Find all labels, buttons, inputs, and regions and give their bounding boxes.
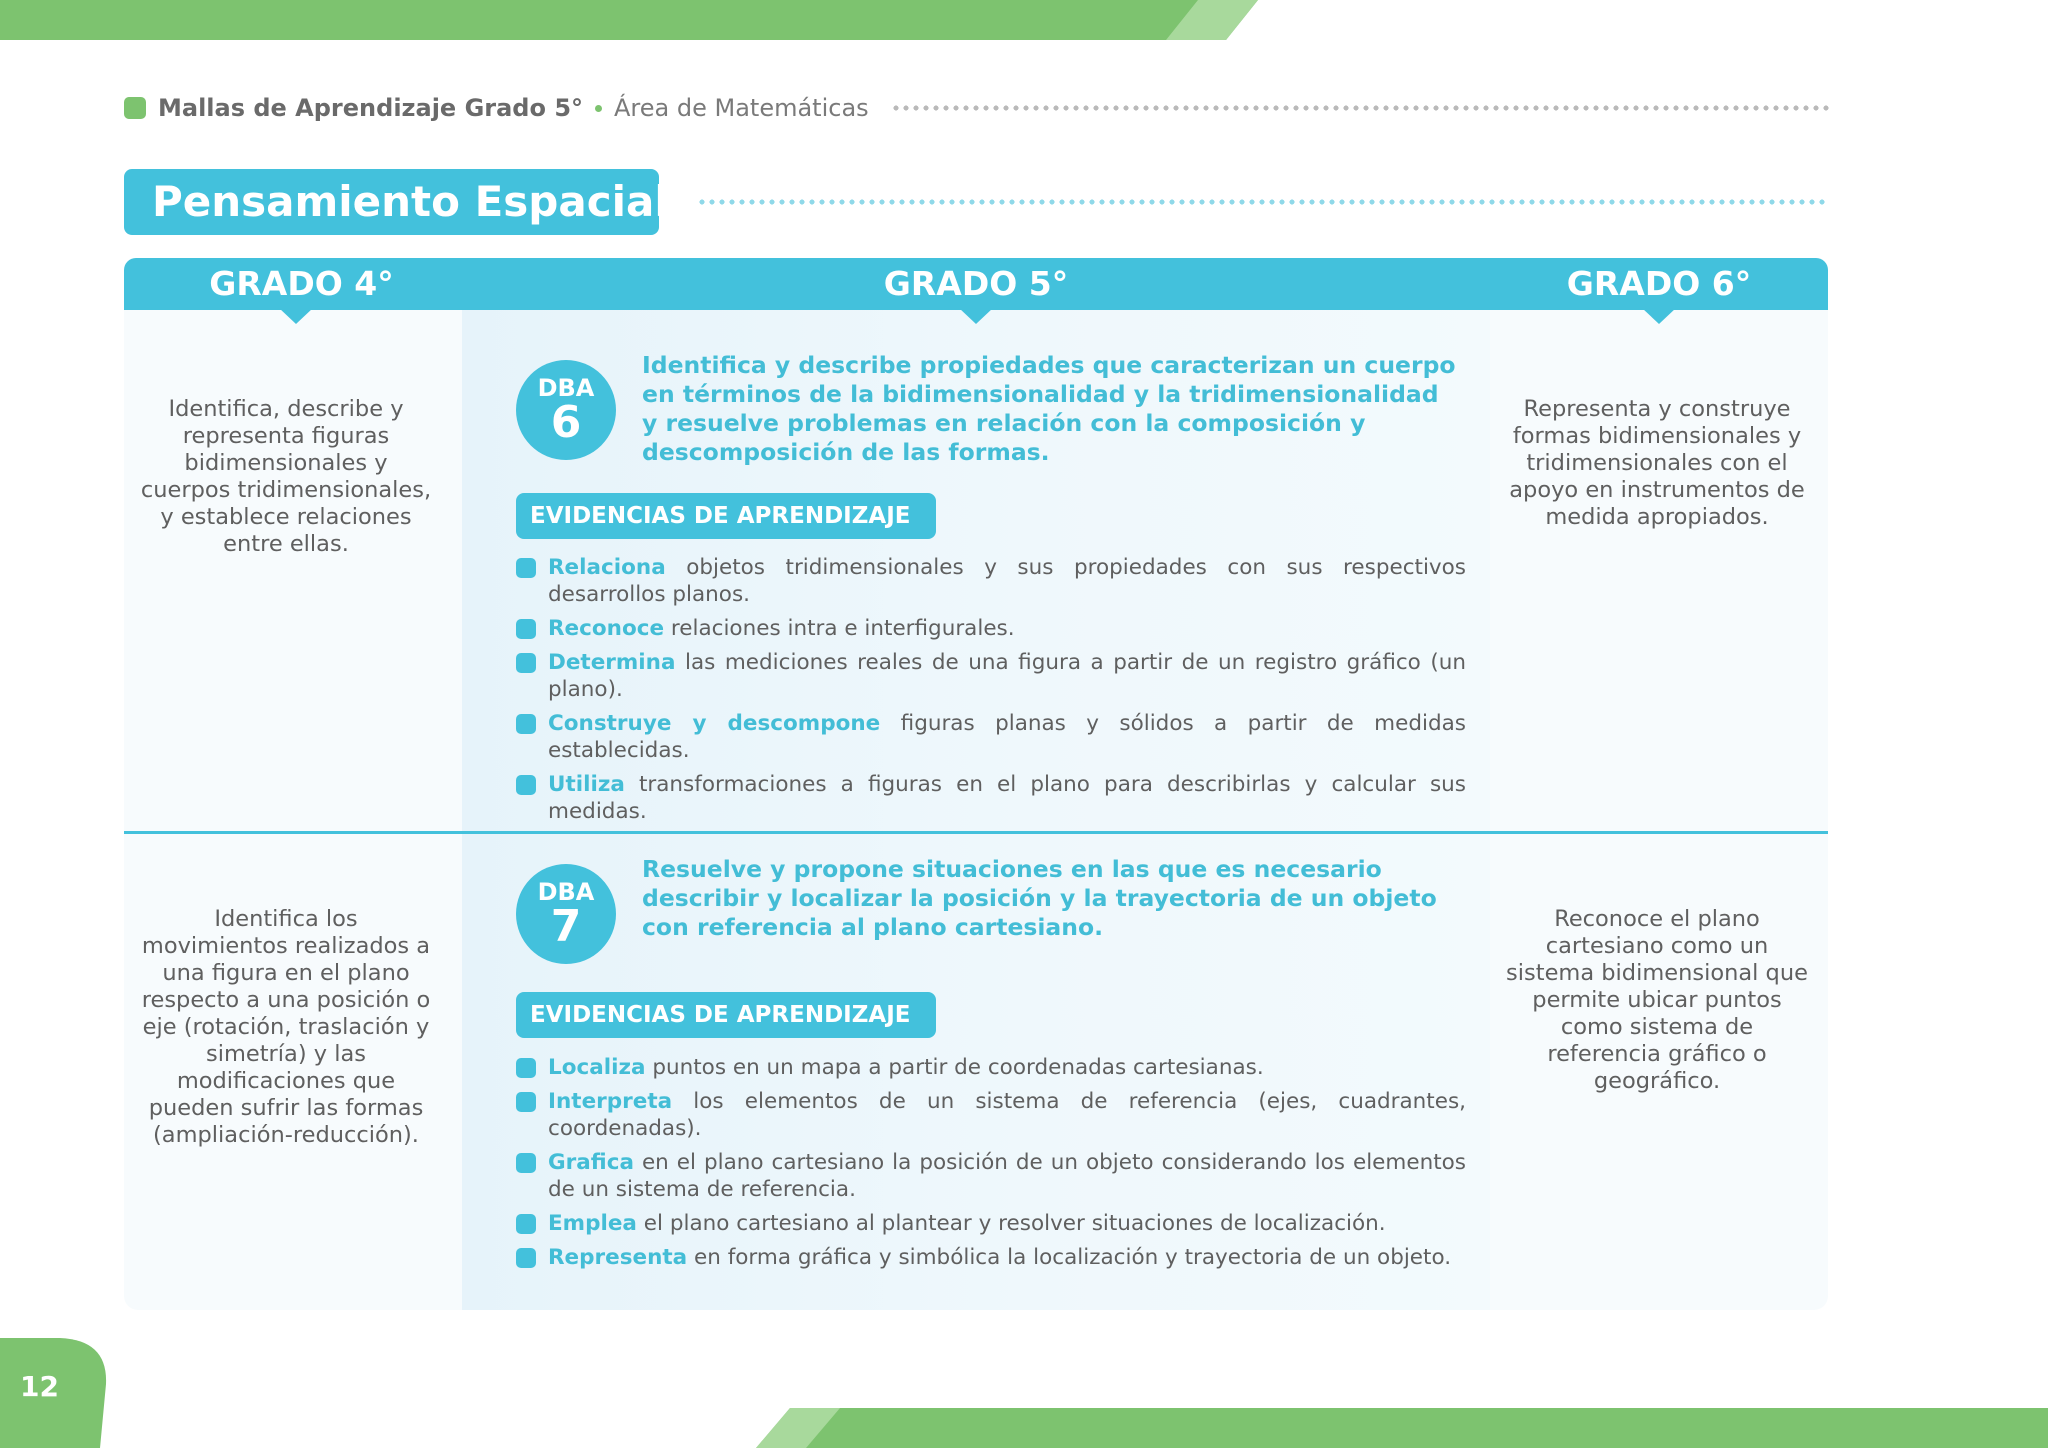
dba-number: 6 [550,397,582,448]
dotted-leader [891,105,1830,111]
grado-4-text: Identifica los movimientos realizados a una figura en el plano respecto a una posición o eje (rotación, traslación y simetría) y las modificaciones que pueden sufrir las formas (ampliación-reducción). [141,906,431,1148]
dba-number: 7 [550,901,582,952]
column-header-grado-4: GRADO 4° [209,264,394,303]
dba-label: DBA [537,878,595,906]
bullet-icon [516,619,536,639]
top-green-band [0,0,2048,40]
list-item: Emplea el plano cartesiano al plantear y resolver situaciones de localización. [516,1210,1466,1237]
grado-4-text: Identifica, describe y representa figuras bidimensionales y cuerpos tridimensionales, y establece relaciones entre ellas. [140,396,432,557]
bullet-icon [516,653,536,673]
list-item: Grafica en el plano cartesiano la posición de un objeto considerando los elementos de un sistema de referencia. [516,1149,1466,1203]
bullet-icon [516,558,536,578]
green-square-icon [124,97,146,119]
dba-badge [516,864,616,964]
header-pointer-left [279,308,313,324]
dba-statement: Resuelve y propone situaciones en las que es necesario describir y localizar la posición y la trayectoria de un objeto con referencia al plano cartesiano. [642,855,1437,941]
section-dotted-leader [697,199,1827,205]
learning-grid-table [124,258,1828,1310]
separator-dot-icon [595,105,602,112]
evidence-list [516,554,1466,832]
row-divider [124,831,1828,834]
dba-label: DBA [537,374,595,402]
area-label: Área de Matemáticas [614,94,869,122]
publication-title: Mallas de Aprendizaje Grado 5° [158,94,584,122]
bottom-green-band [0,1408,2048,1448]
header-pointer-right [1642,308,1676,324]
bullet-icon [516,1153,536,1173]
dba-statement: Identifica y describe propiedades que caracterizan un cuerpo en términos de la bidimensionalidad y la tridimensionalidad y resuelve problemas en relación con la composición y descomposición de las formas. [642,351,1456,466]
column-header-grado-6: GRADO 6° [1566,264,1752,303]
grado-6-text: Representa y construye formas bidimensionales y tridimensionales con el apoyo en instrumentos de medida apropiados. [1509,396,1805,530]
column-header-grado-5: GRADO 5° [883,264,1069,303]
list-item: Construye y descompone figuras planas y sólidos a partir de medidas establecidas. [516,710,1466,764]
list-item: Determina las mediciones reales de una figura a partir de un registro gráfico (un plano). [516,649,1466,703]
running-header [124,88,1830,128]
list-item: Reconoce relaciones intra e interfigurales. [516,615,1466,642]
dba-badge [516,360,616,460]
list-item: Interpreta los elementos de un sistema de referencia (ejes, cuadrantes, coordenadas). [516,1088,1466,1142]
bullet-icon [516,1214,536,1234]
bullet-icon [516,1058,536,1078]
bullet-icon [516,1092,536,1112]
bullet-icon [516,714,536,734]
header-pointer-middle [959,308,993,324]
evidence-list [516,1054,1466,1278]
grado-6-text: Reconoce el plano cartesiano como un sistema bidimensional que permite ubicar puntos como sistema de referencia gráfico o geográfico. [1506,906,1808,1094]
list-item: Representa en forma gráfica y simbólica la localización y trayectoria de un objeto. [516,1244,1466,1271]
bullet-icon [516,1248,536,1268]
list-item: Utiliza transformaciones a figuras en el plano para describirlas y calcular sus medidas. [516,771,1466,825]
evidence-title: EVIDENCIAS DE APRENDIZAJE [516,493,936,539]
section-title: Pensamiento Espacial [124,169,659,235]
list-item: Localiza puntos en un mapa a partir de coordenadas cartesianas. [516,1054,1466,1081]
list-item: Relaciona objetos tridimensionales y sus propiedades con sus respectivos desarrollos planos. [516,554,1466,608]
bullet-icon [516,775,536,795]
evidence-title: EVIDENCIAS DE APRENDIZAJE [516,992,936,1038]
page-number: 12 [20,1370,59,1403]
